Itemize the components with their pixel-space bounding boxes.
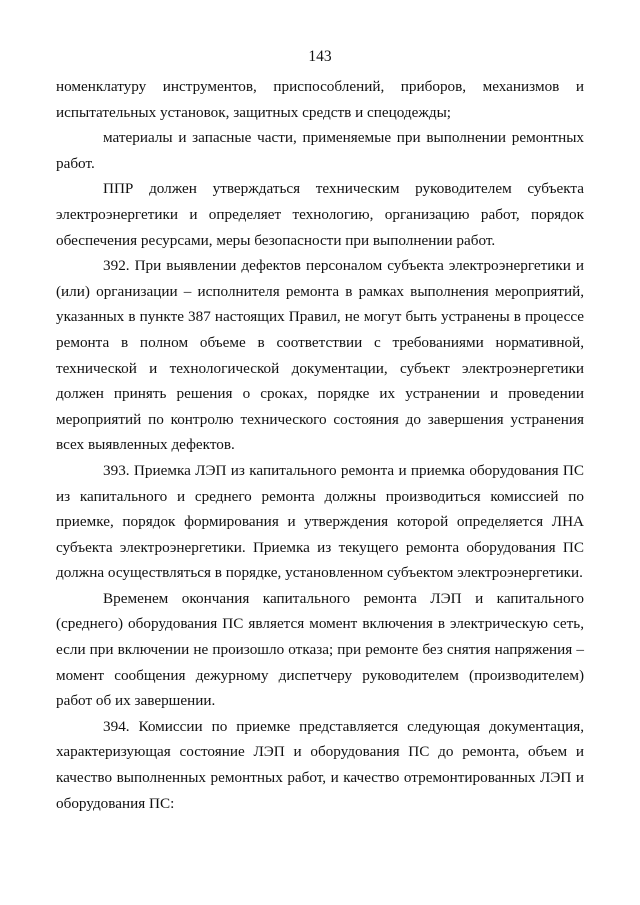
- page-number: 143: [308, 48, 332, 65]
- paragraph-ppr: ППР должен утверждаться техническим руководителем субъекта электроэнергетики и определяет технологию, организацию работ, порядок обеспечения ресурсами, меры безопасности при выполнении работ.: [56, 180, 584, 249]
- paragraph-392: 392. При выявлении дефектов персоналом субъекта электроэнергетики и (или) организации – исполнителя ремонта в рамках выполнения мероприятий, указанных в пункте 387 настоящих Правил, не могут быть устранены в процессе ремонта в полном объеме в соответствии с требованиями нормативной, технической и технологической документации, субъект электроэнергетики должен принять решения о сроках, порядке их устранении и проведении мероприятий по контролю технического состояния до завершения устранения всех выявленных дефектов.: [56, 257, 584, 454]
- paragraph-repair-end-time: Временем окончания капитального ремонта ЛЭП и капитального (среднего) оборудования ПС является момент включения в электрическую сеть, если при включении не произошло отказа; при ремонте без снятия напряжения – момент сообщения дежурному диспетчеру руководителем (производителем) работ об их завершении.: [56, 589, 584, 710]
- paragraph-394: 394. Комиссии по приемке представляется следующая документация, характеризующая состояние ЛЭП и оборудования ПС до ремонта, объем и качество выполненных ремонтных работ, и качество отремонтированных ЛЭП и оборудования ПС:: [56, 717, 584, 812]
- body-text: [56, 74, 584, 816]
- paragraph-393: 393. Приемка ЛЭП из капитального ремонта и приемка оборудования ПС из капитального и среднего ремонта должны производиться комиссией по приемке, порядок формирования и утверждения которой определяется ЛНА субъекта электроэнергетики. Приемка из текущего ремонта оборудования ПС должна осуществляться в порядке, установленном субъектом электроэнергетики.: [56, 461, 584, 582]
- paragraph-tools-list: номенклатуру инструментов, приспособлений, приборов, механизмов и испытательных установок, защитных средств и спецодежды;: [56, 78, 584, 121]
- paragraph-materials: материалы и запасные части, применяемые при выполнении ремонтных работ.: [56, 129, 584, 172]
